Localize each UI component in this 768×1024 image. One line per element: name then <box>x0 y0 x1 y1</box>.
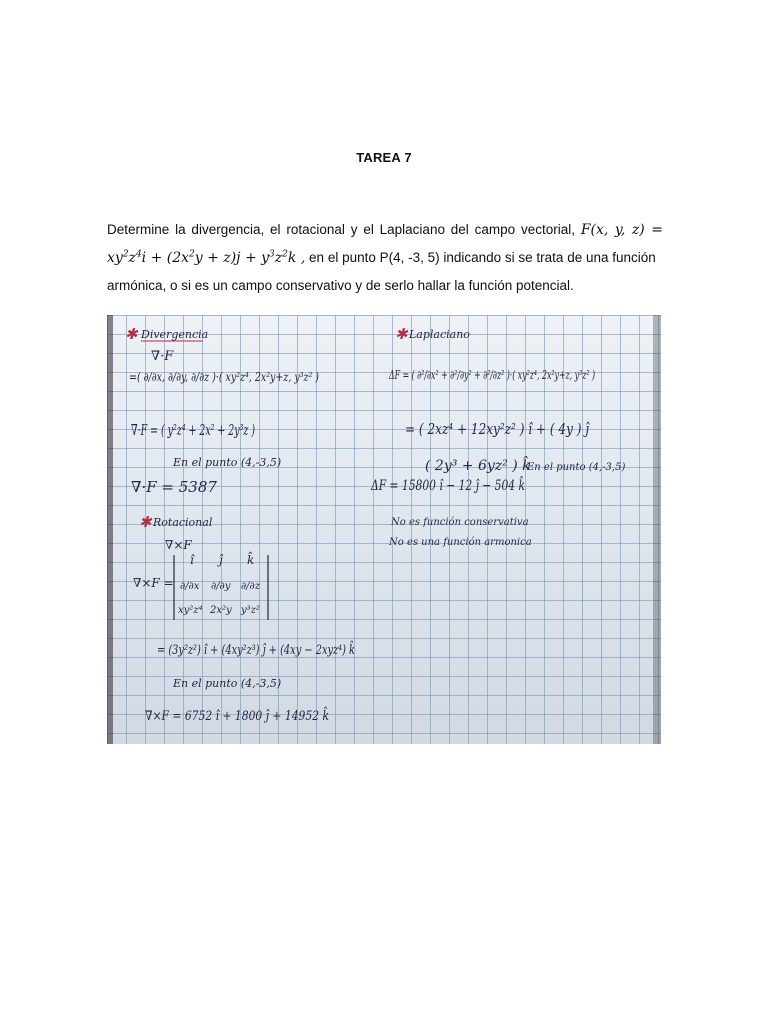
conclusion-harmonic: No es una función armonica <box>389 537 532 548</box>
statement-line-2 <box>107 244 663 272</box>
conclusion-conservative: No es función conservativa <box>391 517 529 528</box>
divergencia-result-expression: ∇·F = ( y²z⁴ + 2x² + 2y³z ) <box>131 421 256 439</box>
laplaciano-result: ΔF = 15800 î − 12 ĵ − 504 k̂ <box>371 478 573 494</box>
red-star-mark: ✱ <box>139 513 152 531</box>
det-partial-y: ∂/∂y <box>211 581 231 592</box>
divergencia-point-label: En el punto (4,-3,5) <box>173 456 282 469</box>
laplaciano-step-k: ( 2y³ + 6yz² ) k̂ <box>425 458 531 474</box>
handwritten-notes <box>107 315 661 744</box>
det-partial-x: ∂/∂x <box>180 581 200 592</box>
det-component-1: xy²z⁴ <box>178 605 203 616</box>
laplaciano-heading: Laplaciano <box>409 328 470 341</box>
statement-line-1-text: Determine la divergencia, el rotacional y el Laplaciano del campo vectorial, <box>107 222 581 237</box>
red-star-mark: ✱ <box>125 325 138 343</box>
rotacional-step: = (3y²z²) î + (4xy²z³) ĵ + (4xy − 2xyz⁴) k̂ <box>157 643 420 658</box>
det-component-2: 2x²y <box>210 605 232 616</box>
statement-line-3: armónica, o si es un campo conservativo y de serlo hallar la función potencial. <box>107 278 574 293</box>
rotacional-heading: Rotacional <box>153 516 213 529</box>
problem-statement <box>107 216 663 300</box>
laplaciano-expression: ΔF = ( ∂²/∂x² + ∂²/∂y² + ∂²/∂z² )·( xy²z⁴, 2x²y+z, y³z² ) <box>388 368 596 382</box>
laplaciano-step: = ( 2xz⁴ + 12xy²z² ) î + ( 4y ) ĵ <box>405 420 591 438</box>
statement-line-2-text: en el punto P(4, -3, 5) indicando si se trata de una función <box>305 250 656 265</box>
det-partial-z: ∂/∂z <box>241 581 260 592</box>
divergencia-expression: =( ∂/∂x, ∂/∂y, ∂/∂z )·( xy²z⁴, 2x²y+z, y³z² ) <box>129 370 320 384</box>
rotacional-det-label: ∇×F = <box>133 576 174 590</box>
det-unit-k: k̂ <box>247 553 255 567</box>
handwritten-notebook-photo <box>107 315 661 744</box>
divergencia-heading: Divergencia <box>141 328 209 341</box>
det-unit-j: ĵ <box>219 553 223 567</box>
field-formula: $xy^2z^4i + (2x^2y + z)j + y^3z^2k$ , <box>107 249 306 266</box>
vector-field-symbol: F(x, y, z) = <box>580 222 663 238</box>
rotacional-operator: ∇×F <box>165 538 192 552</box>
laplaciano-point-label: En el punto (4,-3,5) <box>527 462 626 473</box>
statement-line-1 <box>107 216 663 244</box>
det-unit-i: î <box>190 553 194 567</box>
divergencia-result: ∇·F = 5387 <box>131 478 217 496</box>
divergencia-operator: ∇·F <box>151 349 174 364</box>
red-star-mark: ✱ <box>395 325 408 343</box>
det-component-3: y³z² <box>241 605 260 616</box>
document-title: TAREA 7 <box>356 150 412 165</box>
rotacional-result: ∇×F = 6752 î + 1800 ĵ + 14952 k̂ <box>145 709 368 724</box>
rotacional-point-label: En el punto (4,-3,5) <box>173 677 282 690</box>
